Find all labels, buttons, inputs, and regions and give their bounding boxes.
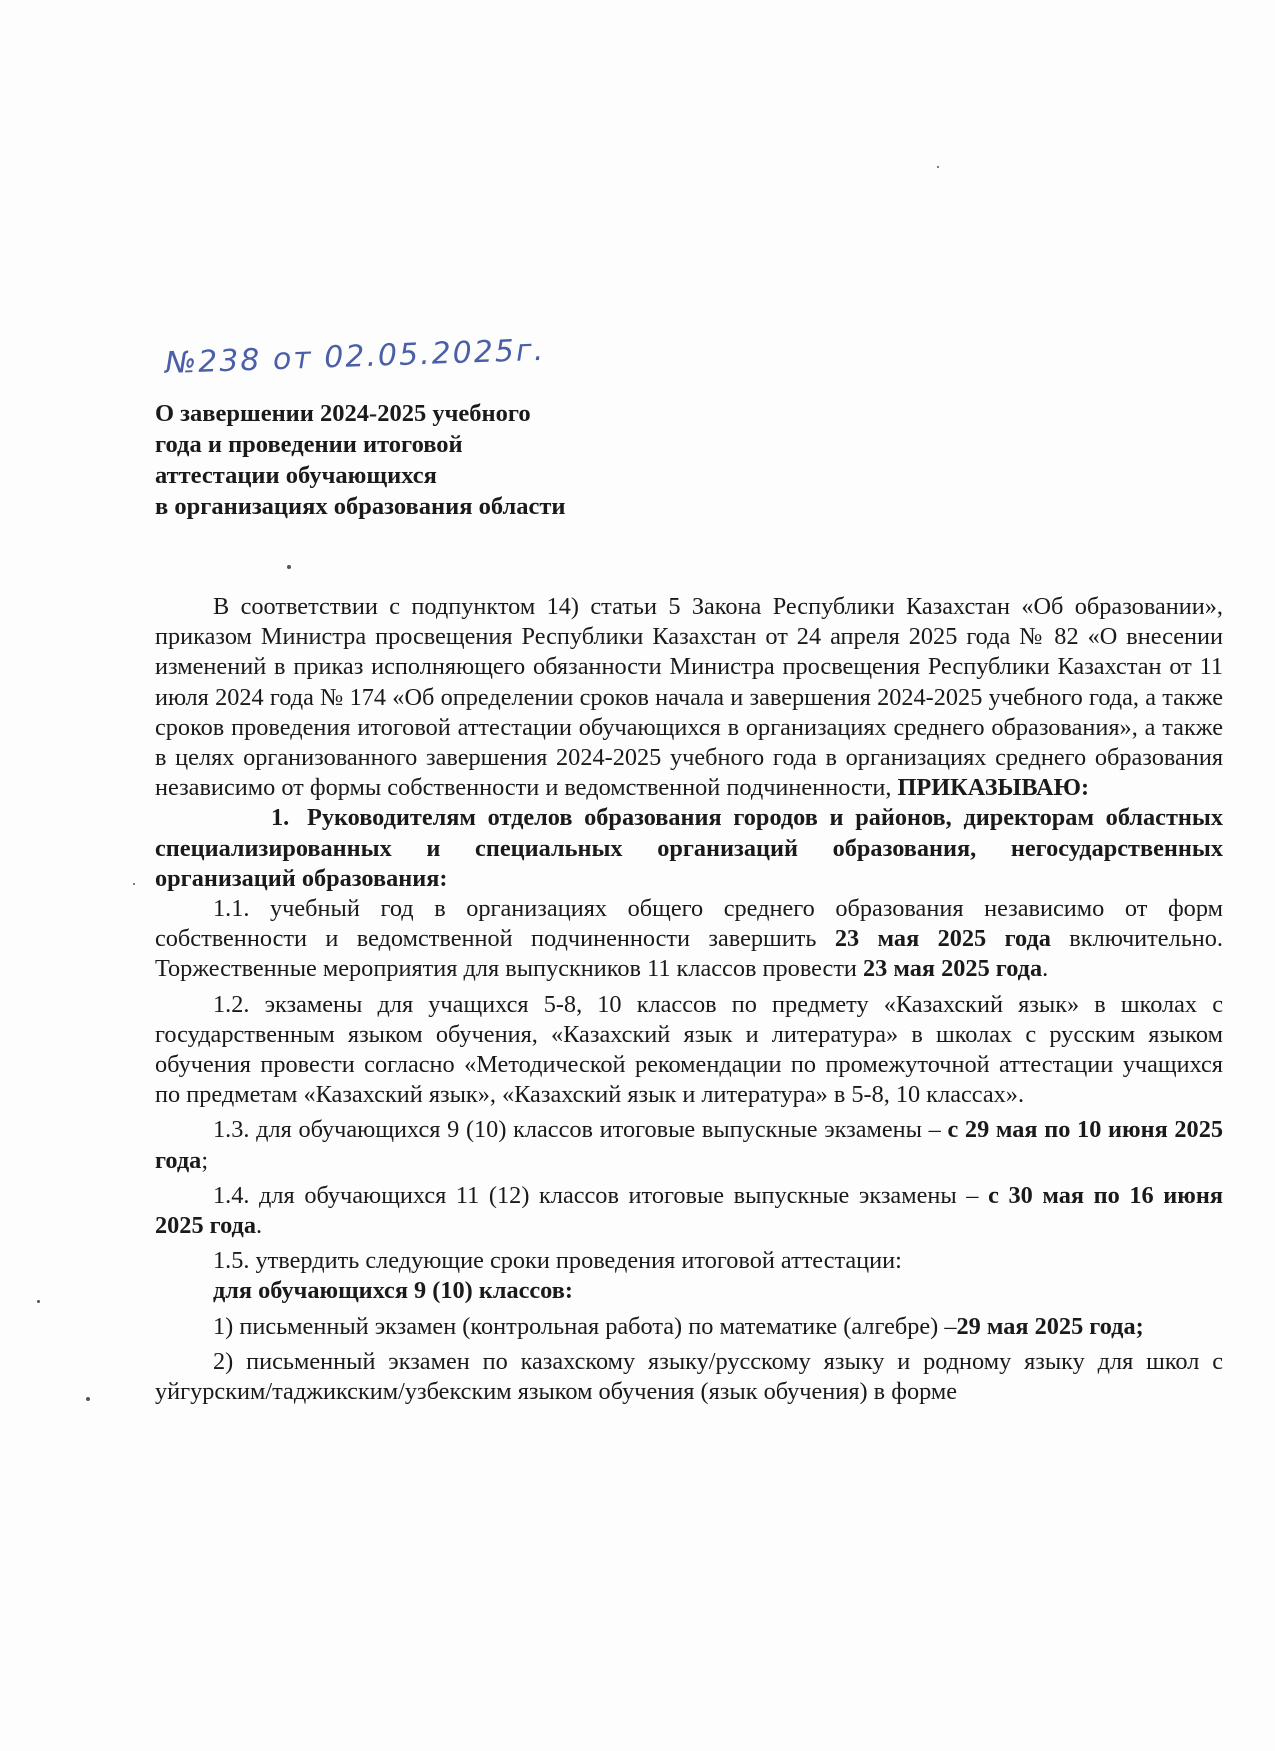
- item-1-2-paragraph: 1.2. экзамены для учащихся 5-8, 10 классов по предмету «Казахский язык» в школах с государственным языком обучения, «Казахский язык и литература» в школах с русским языком обучения провести согласно «Методической рекомендации по промежуточной аттестации учащихся по предметам «Казахский язык», «Казахский язык и литература» в 5-8, 10 классах».: [155, 990, 1223, 1109]
- scan-speck: [287, 565, 291, 569]
- item-1-paragraph: [155, 803, 1223, 894]
- document-body: [155, 592, 1223, 1407]
- item-1-3-part: 1.3. для обучающихся 9 (10) классов итоговые выпускные экзамены –: [213, 1116, 948, 1144]
- item-1-5-paragraph: 1.5. утвердить следующие сроки проведения итоговой аттестации:: [213, 1247, 902, 1275]
- item-1-3-paragraph: [155, 1115, 1223, 1175]
- item-1-1-part: включительно. Торжественные мероприятия для выпускников 11 классов провести: [155, 925, 1223, 983]
- exam-1-paragraph: [155, 1312, 1223, 1342]
- exam-2-paragraph: 2) письменный экзамен по казахскому языку/русскому языку и родному языку для школ с уйгурским/таджикским/узбекским языком обучения (язык обучения) в форме: [155, 1347, 1223, 1406]
- title-line: аттестации обучающихся: [155, 462, 437, 489]
- scan-speck: [37, 1300, 40, 1303]
- item-1-4-part: 1.4. для обучающихся 11 (12) классов итоговые выпускные экзамены –: [213, 1181, 989, 1209]
- preamble-paragraph: [155, 592, 1223, 803]
- item-1-1-date: 23 мая 2025 года: [834, 925, 1051, 953]
- item-1-3-part: ;: [201, 1146, 209, 1174]
- item-1-1-part: 1.1. учебный год в организациях общего среднего образования независимо от форм собственности и ведомственной подчиненности завершить: [155, 895, 1223, 953]
- scan-speck: [937, 166, 939, 168]
- item-1-4-dates: с 30 мая по 16 июня 2025 года: [155, 1181, 1223, 1240]
- item-1-1-date: 23 мая 2025 года: [863, 955, 1043, 983]
- item-1-number: 1.: [271, 804, 290, 832]
- grade-9-heading: для обучающихся 9 (10) классов:: [213, 1277, 573, 1305]
- title-line: в организациях образования области: [155, 493, 566, 520]
- exam-1-text: 1) письменный экзамен (контрольная работа) по математике (алгебре) –: [213, 1312, 957, 1340]
- item-1-3-dates: с 29 мая по 10 июня 2025 года: [155, 1116, 1223, 1174]
- order-word: ПРИКАЗЫВАЮ:: [897, 774, 1090, 802]
- handwritten-reference-number: №238 от 02.05.2025г.: [164, 332, 546, 381]
- title-line: года и проведении итоговой: [155, 431, 463, 458]
- title-line: О завершении 2024-2025 учебного: [155, 400, 531, 427]
- preamble-text: В соответствии с подпунктом 14) статьи 5 Закона Республики Казахстан «Об образовании», приказом Министра просвещения Республики Казахстан от 24 апреля 2025 года № 82 «О внесении изменений в приказ исполняющего обязанности Министра просвещения Республики Казахстан от 11 июля 2024 года № 174 «Об определении сроков начала и завершения 2024-2025 учебного года, а также сроков проведения итоговой аттестации обучающихся в организациях среднего образования», а также в целях организованного завершения 2024-2025 учебного года в организациях среднего образования независимо от формы собственности и ведомственной подчиненности,: [155, 593, 1223, 802]
- item-1-4-part: .: [255, 1212, 263, 1240]
- item-1-1-part: .: [1042, 955, 1049, 983]
- item-1-4-paragraph: [155, 1181, 1223, 1241]
- document-title: [155, 398, 715, 522]
- item-1-text: Руководителям отделов образования городов и районов, директорам областных специализированных и специальных организаций образования, негосударственных организаций образования:: [155, 804, 1223, 892]
- scan-speck: [86, 1397, 90, 1401]
- item-1-1-paragraph: [155, 894, 1223, 985]
- scan-speck: [133, 883, 135, 885]
- exam-1-date: 29 мая 2025 года;: [956, 1312, 1144, 1340]
